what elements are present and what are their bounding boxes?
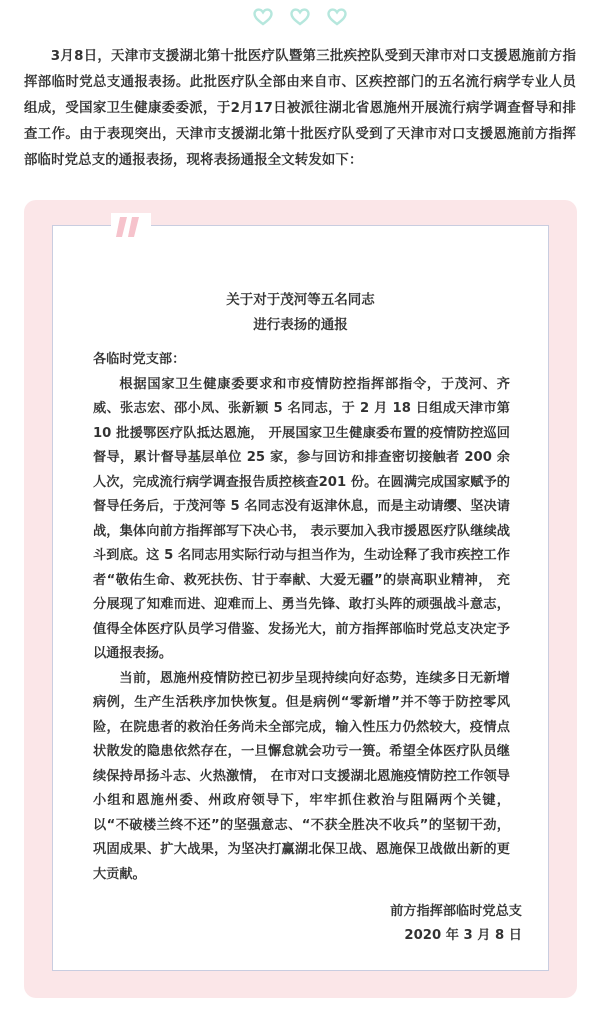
notice-body [93, 348, 510, 887]
signature-block [390, 900, 522, 948]
notice-date: 2020 年 3 月 8 日 [404, 928, 522, 943]
notice-title-line-1: 关于对于茂河等五名同志 [226, 292, 375, 308]
notice-paragraph-1: 根据国家卫生健康委要求和市疫情防控指挥部指令，于茂河、齐威、张志宏、邵小凤、张新颖 5 名同志，于 2 月 18 日组成天津市第 10 批援鄂医疗队抵达恩施， 开展国家卫生健康委布置的疫情防控巡回督导，累计督导基层单位 25 家，参与回访和排查密切接触者 200 余人次，完成流行病学调查报告质控核查201 份。在圆满完成国家赋予的督导任务后，于茂河等 5 名同志没有返津休息，而是主动请缨、坚决请战，集体向前方指挥部写下决心书， 表示要加入我市援恩医疗队继续战斗到底。这 5 名同志用实际行动与担当作为，生动诠释了我市疾控工作者“敬佑生命、救死扶伤、甘于奉献、大爱无疆”的崇高职业精神， 充分展现了知难而进、迎难而上、勇当先锋、敢打头阵的顽强战斗意志， 值得全体医疗队员学习借鉴、发扬光大，前方指挥部临时党总支决定予以通报表扬。 [93, 376, 510, 661]
heart-icon [290, 8, 310, 26]
notice-title [53, 288, 548, 338]
signature: 前方指挥部临时党总支 [390, 904, 522, 919]
heart-decoration-row [0, 8, 600, 32]
notice-paragraph-2: 当前，恩施州疫情防控已初步呈现持续向好态势，连续多日无新增病例，生产生活秩序加快恢复。但是病例“零新增”并不等于防控零风险，在院患者的救治任务尚未全部完成，输入性压力仍然较大，疫情点状散发的隐患依然存在，一旦懈怠就会功亏一篑。希望全体医疗队员继续保持昂扬斗志、火热激情， 在市对口支援湖北恩施疫情防控工作领导小组和恩施州委、州政府领导下，牢牢抓住救治与阻隔两个关键，以“不破楼兰终不还”的坚强意志、“不获全胜决不收兵”的坚韧干劲，巩固成果、扩大战果，为坚决打赢湖北保卫战、恩施保卫战做出新的更大贡献。 [93, 670, 510, 882]
notice-title-line-2: 进行表扬的通报 [253, 317, 348, 333]
notice-frame [52, 225, 549, 971]
heart-icon [327, 8, 347, 26]
intro-paragraph: 3月8日，天津市支援湖北第十批医疗队暨第三批疾控队受到天津市对口支援恩施前方指挥部临时党总支通报表扬。此批医疗队全部由来自市、区疾控部门的五名流行病学专业人员组成，受国家卫生健康委委派，于2月17日被派往湖北省恩施州开展流行病学调查督导和排查工作。由于表现突出，天津市支援湖北第十批医疗队受到了天津市对口支援恩施前方指挥部临时党总支的通报表扬，现将表扬通报全文转发如下： [24, 49, 576, 168]
quote-mark-icon [111, 213, 151, 243]
salutation: 各临时党支部： [93, 352, 186, 367]
notice-card [24, 200, 577, 998]
heart-icon [253, 8, 273, 26]
